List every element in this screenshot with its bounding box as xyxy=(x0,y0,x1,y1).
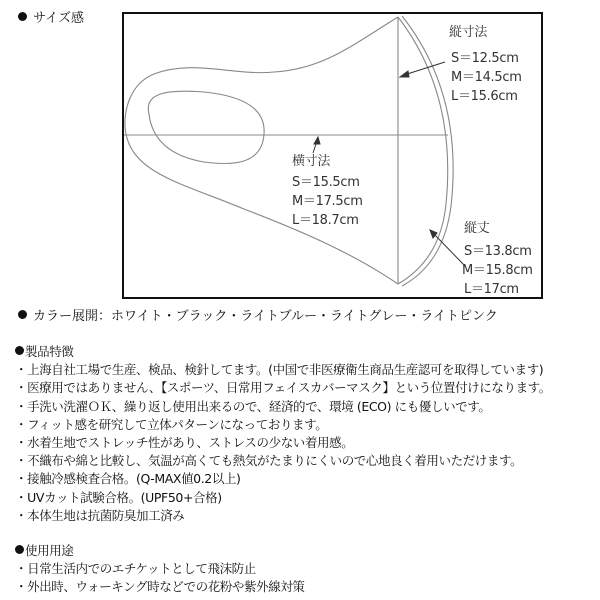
horizontal-dimension-label: 横寸法 xyxy=(292,154,331,169)
feature-item: ・ 医療用ではありません、【スポーツ、日常用フェイスカバーマスク】という位置付けになります。 xyxy=(15,379,551,397)
usage-title xyxy=(15,542,305,560)
feature-item: ・ 上海自社工場で生産、検品、検針してます。(中国で非医療衛生商品生産認可を取得しています) xyxy=(15,361,551,379)
feature-item: ・ 不織布や綿と比較し、気温が高くても熱気がたまりにくいので心地良く着用いただけます。 xyxy=(15,452,551,470)
bullet-icon xyxy=(18,12,27,21)
vertical-dimension-l: L＝15.6cm xyxy=(451,89,518,104)
feature-item: ・ 水着生地でストレッチ性があり、ストレスの少ない着用感。 xyxy=(15,434,551,452)
feature-item: ・ UVカット試験合格。(UPF50+合格) xyxy=(15,489,551,507)
vertical-dimension-label: 縦寸法 xyxy=(449,25,488,40)
bullet-icon xyxy=(15,346,24,355)
vertical-dimension-s: S＝12.5cm xyxy=(451,51,519,66)
feature-item: ・ 接触冷感検査合格。(Q-MAX値0.2以上) xyxy=(15,470,551,488)
bullet-icon xyxy=(18,310,27,319)
feature-item: ・ 手洗い洗濯ＯＫ、繰り返し使用出来るので、経済的で、環境 (ECO) にも優しいです。 xyxy=(15,398,551,416)
features-title xyxy=(15,343,551,361)
horizontal-dimension-s: S＝15.5cm xyxy=(292,175,360,190)
usage-item: ・ 日常生活内でのエチケットとして飛沫防止 xyxy=(15,560,305,578)
color-options-text: カラー展開：ホワイト・ブラック・ライトブルー・ライトグレー・ライトピンク xyxy=(33,309,498,324)
features-section xyxy=(15,343,551,525)
usage-section xyxy=(15,542,305,597)
vertical-dimension-m: M＝14.5cm xyxy=(451,70,522,85)
horizontal-dimension-l: L＝18.7cm xyxy=(292,213,359,228)
color-section xyxy=(18,309,498,325)
size-title-text: サイズ感 xyxy=(33,11,84,26)
usage-title-text: 使用用途 xyxy=(25,543,74,558)
size-section-title xyxy=(18,11,84,27)
features-title-text: 製品特徴 xyxy=(25,344,74,359)
vertical-length-l: L＝17cm xyxy=(464,282,519,295)
horizontal-dimension-m: M＝17.5cm xyxy=(292,194,363,209)
usage-item: ・ 外出時、ウォーキング時などでの花粉や紫外線対策 xyxy=(15,578,305,596)
feature-item: ・ フィット感を研究して立体パターンになっております。 xyxy=(15,416,551,434)
vertical-length-m: M＝15.8cm xyxy=(462,263,533,278)
vertical-length-s: S＝13.8cm xyxy=(464,244,532,259)
vertical-length-label: 縦丈 xyxy=(464,221,490,236)
feature-item: ・ 本体生地は抗菌防臭加工済み xyxy=(15,507,551,525)
bullet-icon xyxy=(15,545,24,554)
mask-size-diagram xyxy=(122,12,543,299)
